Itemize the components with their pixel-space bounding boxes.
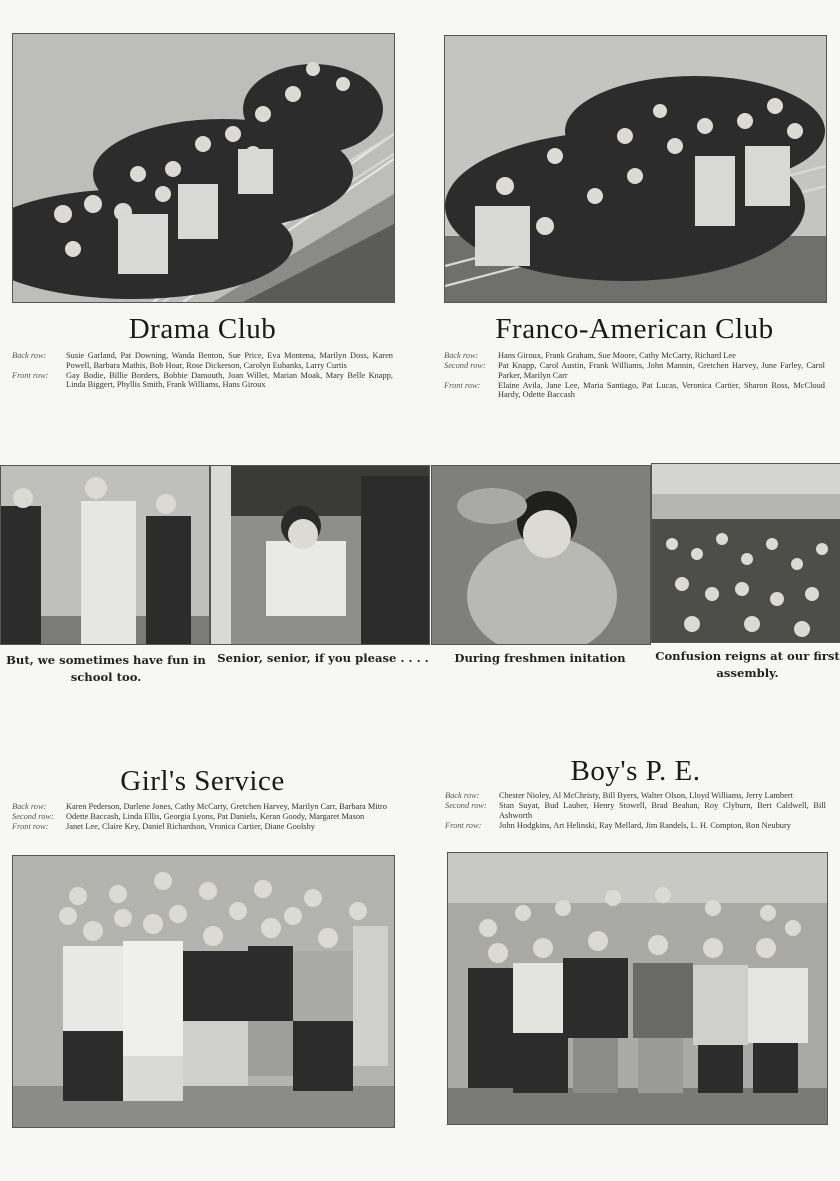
roster-row-label: Back row: bbox=[444, 351, 479, 360]
roster-row-label: Front row: bbox=[12, 370, 49, 380]
roster-row-names: Susie Garland, Pat Downing, Wanda Benton, Sue Price, Eva Montena, Marilyn Doss, Karen Powell, Barbara Mathis, Bob Hoar, Rose Dickerson, Carolyn Eubanks, Larry Curtis bbox=[66, 351, 393, 370]
franco-american-club-roster bbox=[444, 351, 825, 400]
roster-row bbox=[12, 812, 393, 822]
roster-row-label: Front row: bbox=[444, 380, 481, 390]
roster-row-names: Elaine Avila, Jane Lee, Maria Santiago, Pat Lucas, Veronica Cartier, Sharon Ross, McCloud Hardy, Odette Baccash bbox=[498, 380, 825, 400]
roster-row bbox=[444, 351, 825, 361]
boys-pe-photo bbox=[447, 852, 828, 1125]
roster-row-label: Front row: bbox=[12, 822, 49, 832]
drama-club-roster bbox=[12, 351, 393, 390]
franco-american-club-photo-art bbox=[445, 36, 826, 302]
boys-pe-photo-art bbox=[448, 853, 827, 1124]
roster-row bbox=[12, 822, 393, 832]
roster-row-label: Second row: bbox=[444, 361, 486, 371]
roster-row bbox=[12, 802, 393, 812]
roster-row-label: Back row: bbox=[12, 351, 47, 360]
roster-row-names: Stan Suyat, Bud Lauber, Henry Stowell, Brad Beahan, Roy Clyburn, Bert Caldwell, Bill Ashworth bbox=[499, 801, 826, 820]
candid-caption-assembly: Confusion reigns at our first assembly. bbox=[655, 649, 840, 680]
roster-row bbox=[445, 791, 826, 801]
roster-row-names: Janet Lee, Claire Key, Daniel Richardson, Vronica Cartier, Diane Goolsby bbox=[66, 822, 315, 832]
roster-row-label: Back row: bbox=[445, 791, 480, 800]
candid-photo-freshmen bbox=[431, 465, 651, 645]
roster-row bbox=[12, 351, 393, 370]
drama-club-photo-art bbox=[13, 34, 394, 302]
roster-row-names: Hans Giroux, Frank Graham, Sue Moore, Cathy McCarty, Richard Lee bbox=[498, 351, 736, 360]
roster-row-label: Front row: bbox=[445, 820, 482, 830]
roster-row-label: Back row: bbox=[12, 802, 47, 811]
candid-caption-freshmen: During freshmen initation bbox=[454, 651, 626, 665]
candid-photo-freshmen-art bbox=[432, 466, 650, 644]
roster-row-label: Second row: bbox=[445, 801, 487, 811]
girls-service-roster bbox=[12, 802, 393, 832]
roster-row bbox=[444, 381, 825, 400]
roster-row-names: Karen Pederson, Darlene Jones, Cathy McCarty, Gretchen Harvey, Marilyn Carr, Barbara Mitro bbox=[66, 802, 387, 811]
roster-row-label: Second row: bbox=[12, 812, 54, 822]
boys-pe-title: Boy's P. E. bbox=[570, 755, 701, 787]
roster-row-names: Pat Knapp, Carol Austin, Frank Williams, John Mannin, Gretchen Harvey, June Farley, Carol Parker, Marilyn Carr bbox=[498, 361, 825, 380]
girls-service-title: Girl's Service bbox=[120, 765, 285, 797]
roster-row-names: Gay Bodie, Billie Borders, Bobbie Damouth, Joan Willet, Marian Moak, Mary Belle Knapp, Linda Biggert, Phyllis Smith, Frank Williams, Hans Giroux bbox=[66, 370, 393, 390]
roster-row-names: Chester Nioley, Al McChristy, Bill Byers, Walter Olson, Lloyd Williams, Jerry Lambert bbox=[499, 791, 793, 800]
candid-photo-senior-art bbox=[211, 466, 429, 644]
drama-club-title: Drama Club bbox=[128, 313, 277, 345]
candid-photo-assembly-art bbox=[652, 464, 840, 642]
roster-row-names: John Hodgkins, Art Helinski, Ray Mellard, Jim Randels, L. H. Compton, Ron Neubury bbox=[499, 820, 791, 830]
candid-photo-senior bbox=[210, 465, 430, 645]
candid-caption-senior: Senior, senior, if you please . . . . bbox=[217, 651, 429, 665]
boys-pe-roster bbox=[445, 791, 826, 831]
girls-service-photo bbox=[12, 855, 395, 1128]
drama-club-photo bbox=[12, 33, 395, 303]
candid-caption-fun: But, we sometimes have fun in school too. bbox=[6, 653, 206, 684]
roster-row bbox=[12, 371, 393, 390]
candid-photo-fun bbox=[0, 465, 210, 645]
roster-row-names: Odette Baccash, Linda Ellis, Georgia Lyons, Pat Daniels, Keran Goody, Margaret Mason bbox=[66, 812, 365, 822]
roster-row bbox=[445, 801, 826, 820]
candid-photo-fun-art bbox=[1, 466, 209, 644]
candid-photo-assembly bbox=[651, 463, 840, 643]
girls-service-photo-art bbox=[13, 856, 394, 1127]
roster-row bbox=[444, 361, 825, 380]
franco-american-club-photo bbox=[444, 35, 827, 303]
roster-row bbox=[445, 821, 826, 831]
franco-american-club-title: Franco-American Club bbox=[495, 313, 774, 345]
